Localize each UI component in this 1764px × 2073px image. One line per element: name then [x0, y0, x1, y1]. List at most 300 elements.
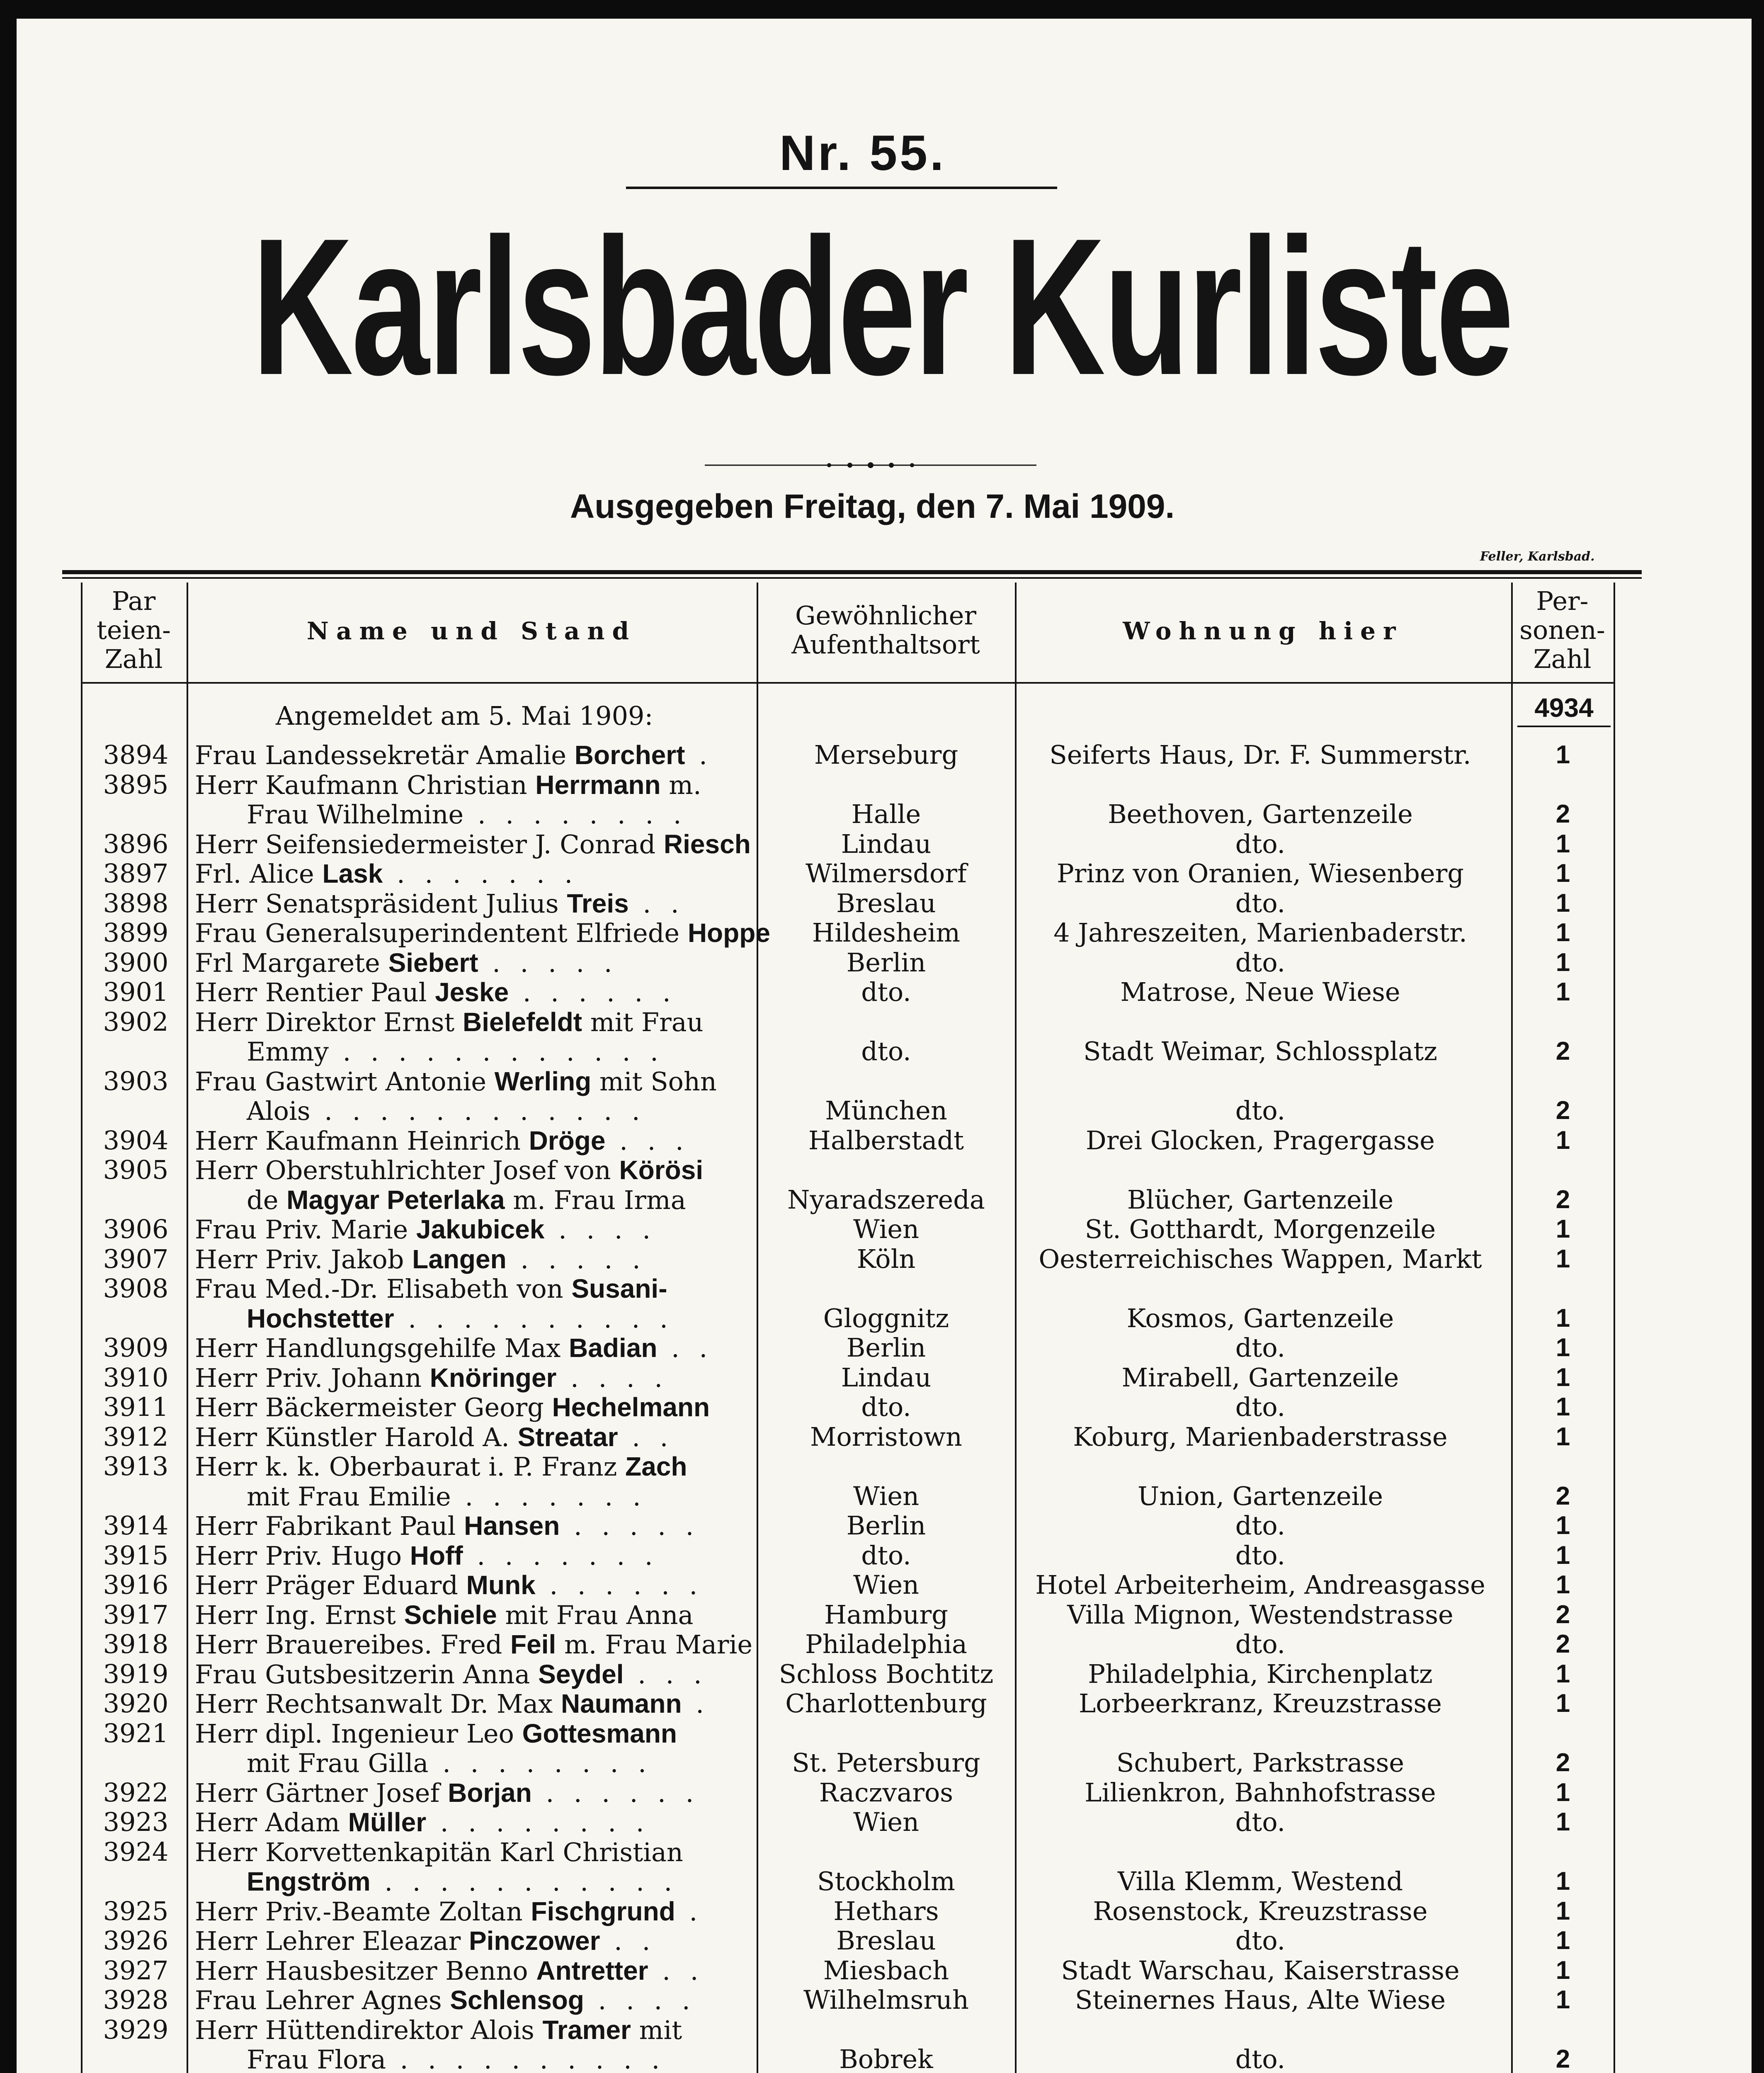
guest-surname: Feil: [510, 1629, 556, 1659]
guest-name: [195, 770, 752, 800]
party-number: 3926: [103, 1925, 169, 1956]
guest-title: Herr Fabrikant Paul: [195, 1511, 464, 1541]
guest-surname: Langen: [412, 1244, 507, 1274]
guest-title: Frau Priv. Marie: [195, 1214, 416, 1245]
party-number: 3916: [103, 1570, 169, 1600]
leader-dots: . .: [648, 1956, 704, 1986]
guest-name: [195, 1036, 752, 1067]
home-town: St. Petersburg: [792, 1748, 980, 1778]
home-town: Raczvaros: [819, 1777, 954, 1808]
col-header-persons: Per- sonen- Zahl: [1519, 586, 1605, 674]
table-row: [0, 1689, 1764, 1719]
guest-title: Herr Ing. Ernst: [195, 1600, 404, 1630]
issue-number: Nr. 55.: [779, 125, 946, 181]
leader-dots: .: [675, 1896, 704, 1927]
guest-name: [195, 740, 752, 770]
guest-name: [195, 1807, 752, 1838]
guest-surname: Knöringer: [429, 1363, 557, 1393]
guest-surname: Pinczower: [468, 1926, 600, 1956]
table-row: [0, 799, 1764, 829]
lodging-address: dto.: [1235, 1510, 1286, 1541]
home-town: Philadelphia: [805, 1629, 967, 1659]
guest-name: [195, 1985, 752, 2015]
person-count: 1: [1555, 1245, 1570, 1273]
guest-name: [195, 948, 752, 978]
leader-dots: . . . . . . . . . .: [386, 2044, 666, 2073]
person-count: 1: [1555, 1897, 1570, 1925]
person-count: 1: [1555, 740, 1570, 769]
table-row: [0, 1244, 1764, 1274]
table-row: [0, 1096, 1764, 1126]
table-row: [0, 1304, 1764, 1333]
guest-surname: Dröge: [529, 1126, 606, 1155]
guest-surname: Schlensog: [450, 1985, 584, 2015]
table-row: [0, 1748, 1764, 1778]
leader-dots: . . . .: [556, 1363, 669, 1393]
home-town: Köln: [857, 1244, 916, 1274]
guest-surname: Treis: [567, 888, 629, 918]
lodging-address: Koburg, Marienbaderstrasse: [1073, 1422, 1448, 1452]
guest-surname: Antretter: [536, 1956, 648, 1986]
guest-surname: Seydel: [538, 1659, 624, 1689]
lodging-address: Rosenstock, Kreuzstrasse: [1093, 1896, 1428, 1926]
guest-name: [195, 1392, 752, 1422]
guest-name: [195, 918, 770, 948]
guest-title: mit Frau Emilie: [247, 1481, 451, 1512]
lodging-address: dto.: [1235, 1333, 1286, 1363]
lodging-address: Villa Klemm, Westend: [1117, 1866, 1403, 1896]
home-town: Wien: [853, 1807, 920, 1837]
party-number: 3925: [103, 1896, 169, 1926]
guest-title: Herr Präger Eduard: [195, 1570, 466, 1600]
home-town: Wien: [853, 1214, 920, 1244]
home-town: Miesbach: [823, 1955, 949, 1986]
guest-name: [195, 1452, 752, 1482]
guest-surname: Schiele: [404, 1600, 497, 1630]
guest-surname: Müller: [348, 1807, 427, 1837]
guest-name: [195, 2015, 752, 2045]
table-row: [0, 1363, 1764, 1393]
guest-title: Herr Lehrer Eleazar: [195, 1926, 469, 1956]
person-count: 2: [1555, 1185, 1570, 1214]
guest-title: Frau Landessekretär Amalie: [195, 740, 575, 770]
person-count: 2: [1555, 1482, 1570, 1510]
table-row: [0, 1126, 1764, 1155]
party-number: 3906: [103, 1214, 169, 1244]
leader-dots: . . . . . . . . . . . .: [310, 1096, 646, 1126]
person-count: 2: [1555, 2045, 1570, 2073]
table-row: [0, 1066, 1764, 1096]
ornament-divider: [705, 462, 1036, 468]
guest-name: [195, 1214, 752, 1245]
guest-title: Herr Künstler Harold A.: [195, 1422, 518, 1452]
guest-surname: Magyar Peterlaka: [286, 1185, 505, 1215]
table-row: [0, 1659, 1764, 1689]
lodging-address: dto.: [1235, 1925, 1286, 1956]
guest-title: Herr dipl. Ingenieur Leo: [195, 1719, 522, 1749]
party-number: 3894: [103, 740, 169, 770]
home-town: Nyaradszereda: [787, 1185, 985, 1215]
table-row: [0, 770, 1764, 800]
guest-title: Frau Gastwirt Antonie: [195, 1066, 495, 1097]
number-underline: [626, 187, 1057, 189]
home-town: Wien: [853, 1570, 920, 1600]
table-row: [0, 1036, 1764, 1066]
home-town: dto.: [861, 1540, 911, 1571]
guest-name: [195, 1007, 752, 1037]
table-row: [0, 1867, 1764, 1896]
guest-surname: Bielefeldt: [463, 1007, 582, 1037]
guest-title: Herr Brauereibes. Fred: [195, 1629, 511, 1660]
home-town: Wilmersdorf: [806, 858, 967, 888]
leader-dots: . .: [618, 1422, 674, 1452]
home-town: Schloss Bochtitz: [779, 1659, 994, 1689]
guest-name: [195, 1837, 752, 1867]
lodging-address: Matrose, Neue Wiese: [1120, 977, 1400, 1007]
person-count: 1: [1555, 830, 1570, 858]
guest-title: Herr Direktor Ernst: [195, 1007, 463, 1037]
party-number: 3927: [103, 1955, 169, 1986]
guest-title: Frau Med.-Dr. Elisabeth von: [195, 1274, 572, 1304]
home-town: Breslau: [836, 888, 936, 918]
table-row: [0, 1807, 1764, 1837]
guest-title: Herr Korvettenkapitän Karl Christian: [195, 1837, 683, 1867]
guest-name: [195, 1867, 752, 1897]
guest-name: [195, 1600, 752, 1630]
party-number: 3915: [103, 1540, 169, 1571]
table-row: [0, 1333, 1764, 1363]
guest-name: [195, 829, 752, 859]
lodging-address: Mirabell, Gartenzeile: [1121, 1362, 1399, 1393]
lodging-address: Union, Gartenzeile: [1137, 1481, 1383, 1511]
guest-name: [195, 1926, 752, 1956]
guest-name: [195, 1570, 752, 1600]
carry-over-total: 4934: [1534, 693, 1594, 723]
guest-surname: Siebert: [388, 948, 478, 978]
guest-title: Herr Bäckermeister Georg: [195, 1392, 552, 1422]
guest-suffix: m. Frau Irma: [505, 1185, 686, 1215]
header-rule-thin: [62, 577, 1642, 579]
party-number: 3910: [103, 1362, 169, 1393]
leader-dots: . . . . .: [478, 948, 618, 978]
issue-date: Ausgegeben Freitag, den 7. Mai 1909.: [570, 488, 1175, 525]
lodging-address: Drei Glocken, Pragergasse: [1086, 1125, 1435, 1155]
guest-name: [195, 1689, 752, 1719]
lodging-address: 4 Jahreszeiten, Marienbaderstr.: [1053, 918, 1467, 948]
table-row: [0, 977, 1764, 1007]
guest-suffix: m.: [660, 770, 701, 800]
person-count: 2: [1555, 1096, 1570, 1125]
party-number: 3929: [103, 2015, 169, 2045]
party-number: 3895: [103, 769, 169, 800]
table-row: [0, 1392, 1764, 1422]
guest-surname: Badian: [569, 1333, 658, 1363]
lodging-address: Schubert, Parkstrasse: [1116, 1748, 1405, 1778]
lodging-address: dto.: [1235, 829, 1286, 859]
guest-name: [195, 1748, 752, 1778]
home-town: Berlin: [846, 1510, 926, 1541]
person-count: 1: [1555, 1541, 1570, 1570]
lodging-address: Lilienkron, Bahnhofstrasse: [1085, 1777, 1436, 1808]
table-row: [0, 1778, 1764, 1808]
person-count: 2: [1555, 800, 1570, 828]
leader-dots: .: [682, 1689, 710, 1719]
party-number: 3928: [103, 1985, 169, 2015]
guest-surname: Hochstetter: [247, 1304, 394, 1333]
lodging-address: dto.: [1235, 1629, 1286, 1659]
guest-suffix: m. Frau Marie: [556, 1629, 753, 1660]
lodging-address: Beethoven, Gartenzeile: [1108, 799, 1413, 829]
table-row: [0, 1452, 1764, 1481]
guest-name: [195, 1511, 752, 1541]
table-row: [0, 1570, 1764, 1600]
table-row: [0, 918, 1764, 948]
leader-dots: . . . .: [584, 1985, 696, 2015]
leader-dots: . . .: [624, 1659, 708, 1689]
leader-dots: . .: [657, 1333, 713, 1363]
leader-dots: . . . . .: [506, 1244, 646, 1274]
guest-title: Herr Priv. Jakob: [195, 1244, 412, 1274]
lodging-address: Seiferts Haus, Dr. F. Summerstr.: [1049, 740, 1471, 770]
guest-surname: Engström: [247, 1867, 371, 1896]
guest-title: Herr Rentier Paul: [195, 977, 435, 1007]
guest-title: de: [247, 1185, 287, 1215]
party-number: 3901: [103, 977, 169, 1007]
guest-title: Herr Rechtsanwalt Dr. Max: [195, 1689, 561, 1719]
party-number: 3898: [103, 888, 169, 918]
table-row: [0, 1422, 1764, 1452]
guest-surname: Borjan: [448, 1778, 532, 1808]
lodging-address: Lorbeerkranz, Kreuzstrasse: [1079, 1688, 1442, 1719]
col-header-lodging: Wohnung hier: [1123, 617, 1403, 645]
guest-surname: Tramer: [542, 2015, 631, 2045]
guest-title: Frl Margarete: [195, 948, 388, 978]
home-town: Hethars: [833, 1896, 939, 1926]
party-number: 3897: [103, 858, 169, 888]
leader-dots: . .: [628, 888, 685, 919]
lodging-address: dto.: [1235, 888, 1286, 918]
home-town: Bobrek: [839, 2044, 933, 2073]
person-count: 1: [1555, 859, 1570, 888]
guest-surname: Körösi: [619, 1155, 704, 1185]
guest-surname: Hoff: [410, 1541, 463, 1571]
col-header-party-count: Par teien- Zahl: [96, 586, 171, 674]
guest-title: Herr Hüttendirektor Alois: [195, 2015, 543, 2045]
guest-name: [195, 1629, 752, 1660]
guest-name: [195, 1778, 752, 1808]
person-count: 1: [1555, 1333, 1570, 1362]
guest-title: Herr Seifensiedermeister J. Conrad: [195, 829, 664, 859]
party-number: 3896: [103, 829, 169, 859]
leader-dots: . . . . . . . .: [426, 1807, 650, 1838]
person-count: 1: [1555, 1956, 1570, 1985]
home-town: dto.: [861, 977, 911, 1007]
lodging-address: Hotel Arbeiterheim, Andreasgasse: [1035, 1570, 1485, 1600]
party-number: 3902: [103, 1007, 169, 1037]
guest-suffix: mit Sohn: [591, 1066, 717, 1097]
party-number: 3921: [103, 1718, 169, 1748]
guest-title: Herr Oberstuhlrichter Josef von: [195, 1155, 619, 1185]
guest-name: [195, 1541, 752, 1571]
header-rule-thick: [62, 570, 1642, 574]
party-number: 3917: [103, 1600, 169, 1630]
guest-title: Herr Hausbesitzer Benno: [195, 1956, 536, 1986]
leader-dots: . . . .: [544, 1214, 657, 1245]
party-number: 3904: [103, 1125, 169, 1155]
table-row: [0, 1541, 1764, 1571]
lodging-address: Oesterreichisches Wappen, Markt: [1039, 1244, 1482, 1274]
person-count: 2: [1555, 1037, 1570, 1066]
home-town: Stockholm: [817, 1866, 955, 1896]
guest-title: Frl. Alice: [195, 859, 323, 889]
party-number: 3923: [103, 1807, 169, 1837]
guest-name: [195, 1066, 752, 1097]
guest-name: [195, 1244, 752, 1274]
guest-suffix: mit Frau: [582, 1007, 704, 1037]
table-row: [0, 2015, 1764, 2045]
party-number: 3905: [103, 1155, 169, 1185]
party-number: 3924: [103, 1837, 169, 1867]
leader-dots: . . .: [605, 1126, 689, 1156]
party-number: 3912: [103, 1422, 169, 1452]
person-count: 1: [1555, 1808, 1570, 1836]
party-number: 3913: [103, 1451, 169, 1481]
masthead-title: Karlsbader Kurliste: [252, 198, 1512, 415]
table-row: [0, 829, 1764, 859]
table-row: [0, 1511, 1764, 1541]
guest-title: mit Frau Gilla: [247, 1748, 429, 1778]
home-town: Lindau: [841, 1362, 932, 1393]
table-row: [0, 859, 1764, 888]
home-town: Berlin: [846, 947, 926, 978]
guest-name: [195, 1363, 752, 1393]
leader-dots: . . . . . . . . . . . .: [328, 1036, 664, 1067]
guest-name: [195, 1481, 752, 1512]
leader-dots: .: [685, 740, 713, 770]
guest-name: [195, 2044, 752, 2073]
home-town: Charlottenburg: [785, 1688, 987, 1719]
home-town: Merseburg: [814, 740, 958, 770]
guest-name: [195, 1274, 752, 1304]
guest-title: Frau Wilhelmine: [247, 799, 464, 830]
guest-surname: Lask: [322, 859, 383, 888]
guest-surname: Naumann: [561, 1689, 682, 1719]
home-town: dto.: [861, 1392, 911, 1422]
guest-name: [195, 1896, 752, 1927]
home-town: Lindau: [841, 829, 932, 859]
leader-dots: . . . . . . . .: [428, 1748, 652, 1778]
table-row: [0, 1214, 1764, 1244]
leader-dots: . .: [600, 1926, 656, 1956]
person-count: 2: [1555, 1630, 1570, 1658]
guest-title: Alois: [247, 1096, 311, 1126]
home-town: Wien: [853, 1481, 920, 1511]
person-count: 2: [1555, 1748, 1570, 1777]
home-town: Breslau: [836, 1925, 936, 1956]
printer-credit: Feller, Karlsbad.: [1480, 549, 1595, 564]
lodging-address: dto.: [1235, 2044, 1286, 2073]
leader-dots: . . . . .: [560, 1511, 700, 1541]
party-number: 3911: [103, 1392, 169, 1422]
guest-title: Frau Generalsuperindentent Elfriede: [195, 918, 688, 948]
guest-surname: Susani-: [571, 1274, 667, 1304]
guest-name: [195, 1304, 752, 1334]
party-number: 3922: [103, 1777, 169, 1808]
party-number: 3907: [103, 1244, 169, 1274]
home-town: Wilhelmsruh: [803, 1985, 969, 2015]
guest-surname: Borchert: [574, 740, 685, 770]
table-row: [0, 1926, 1764, 1956]
table-row: [0, 1185, 1764, 1215]
guest-surname: Fischgrund: [531, 1896, 675, 1926]
lodging-address: Prinz von Oranien, Wiesenberg: [1056, 858, 1464, 888]
lodging-address: St. Gotthardt, Morgenzeile: [1085, 1214, 1436, 1244]
guest-name: [195, 1333, 752, 1363]
guest-surname: Hoppe: [687, 918, 770, 948]
table-row: [0, 1629, 1764, 1659]
person-count: 1: [1555, 1393, 1570, 1421]
guest-title: Herr Handlungsgehilfe Max: [195, 1333, 569, 1363]
guest-surname: Streatar: [517, 1422, 618, 1452]
guest-title: Frau Flora: [247, 2044, 386, 2073]
guest-title: Herr Priv. Hugo: [195, 1541, 410, 1571]
lodging-address: Blücher, Gartenzeile: [1127, 1185, 1394, 1215]
guest-name: [195, 1155, 752, 1185]
guest-name: [195, 1422, 752, 1452]
home-town: Morristown: [810, 1422, 962, 1452]
carry-over-rule: [1517, 726, 1611, 727]
table-row: [0, 1956, 1764, 1986]
party-number: 3900: [103, 947, 169, 978]
home-town: Berlin: [846, 1333, 926, 1363]
guest-suffix: mit: [631, 2015, 682, 2045]
lodging-address: Kosmos, Gartenzeile: [1126, 1303, 1394, 1333]
person-count: 1: [1555, 918, 1570, 947]
party-number: 3899: [103, 918, 169, 948]
home-town: Halle: [851, 799, 921, 829]
person-count: 1: [1555, 948, 1570, 977]
home-town: Gloggnitz: [823, 1303, 949, 1333]
guest-name: [195, 1719, 752, 1749]
person-count: 1: [1555, 1867, 1570, 1896]
party-number: 3918: [103, 1629, 169, 1659]
party-number: 3920: [103, 1688, 169, 1719]
guest-name: [195, 977, 752, 1007]
person-count: 1: [1555, 1363, 1570, 1392]
home-town: dto.: [861, 1036, 911, 1066]
lodging-address: Stadt Warschau, Kaiserstrasse: [1061, 1955, 1460, 1986]
lodging-address: Steinernes Haus, Alte Wiese: [1075, 1985, 1446, 2015]
home-town: Hamburg: [824, 1600, 948, 1630]
person-count: 1: [1555, 1778, 1570, 1807]
table-row: [0, 1007, 1764, 1037]
guest-name: [195, 799, 752, 830]
guest-name: [195, 1126, 752, 1156]
leader-dots: . . . . . . . . . . .: [370, 1867, 678, 1897]
table-row: [0, 1600, 1764, 1630]
lodging-address: Stadt Weimar, Schlossplatz: [1083, 1036, 1437, 1066]
table-row: [0, 1837, 1764, 1867]
lodging-address: dto.: [1235, 1095, 1286, 1126]
guest-surname: Riesch: [663, 829, 751, 859]
guest-name: [195, 1096, 752, 1126]
guest-name: [195, 1956, 752, 1986]
guest-title: Frau Gutsbesitzerin Anna: [195, 1659, 539, 1689]
person-count: 2: [1555, 1600, 1570, 1629]
person-count: 1: [1555, 1304, 1570, 1333]
leader-dots: . . . . . . .: [463, 1541, 659, 1571]
leader-dots: . . . . . . . .: [463, 799, 687, 830]
